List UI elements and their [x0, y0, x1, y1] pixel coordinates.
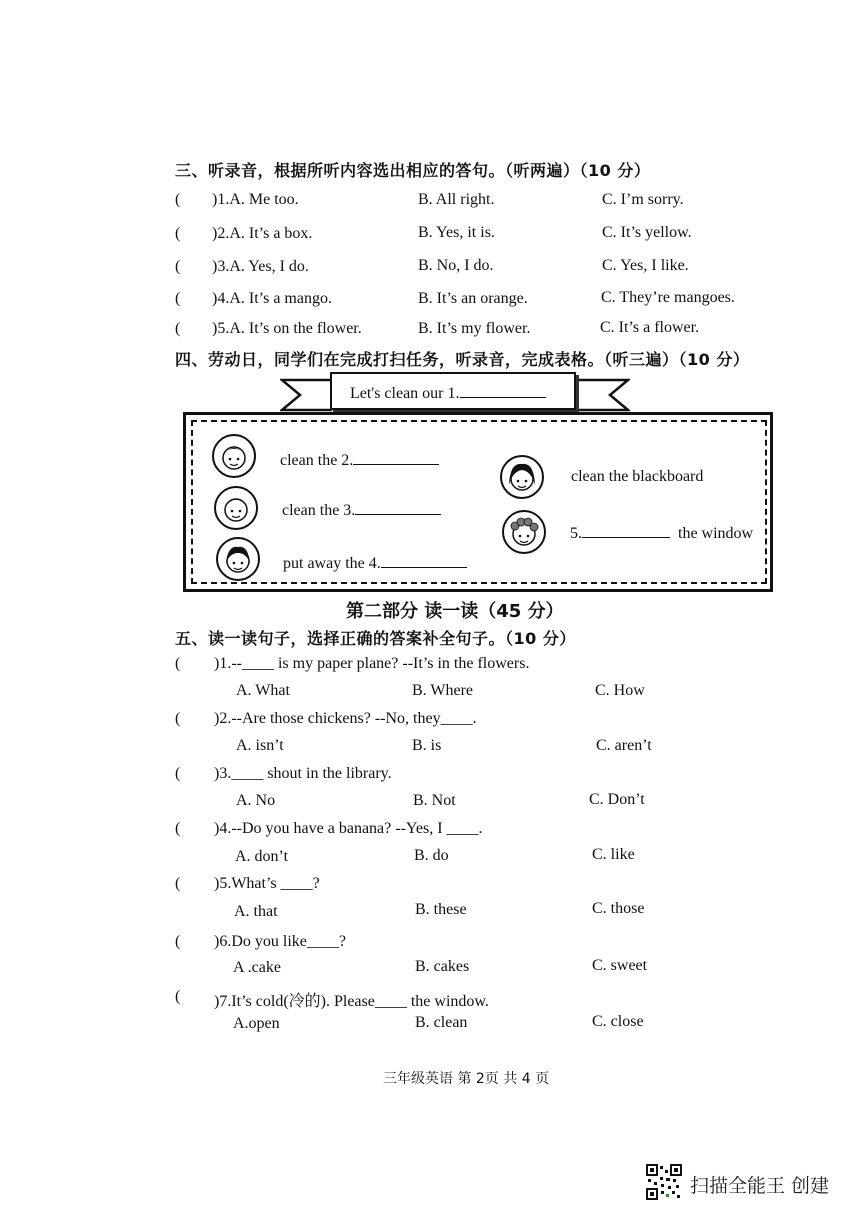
table-item-3-label: clean the 3. [282, 502, 356, 519]
part2-title: 第二部分 读一读（45 分） [346, 601, 564, 622]
q3-5-option-c: C. It’s a flower. [600, 319, 700, 336]
section3-heading: 三、听录音，根据所听内容选出相应的答句。（听两遍）（10 分） [175, 161, 651, 180]
q3-5-option-b: B. It’s my flower. [418, 320, 531, 337]
boy-avatar-icon [214, 486, 258, 530]
q5-7-option-a: A.open [233, 1015, 280, 1032]
table-item-5-prefix: 5. [570, 525, 582, 542]
table-item-5-suffix: the window [678, 525, 754, 542]
q5-1-option-b: B. Where [412, 682, 474, 699]
q5-6-option-b: B. cakes [415, 958, 470, 975]
table-item-4-label: put away the 4. [283, 555, 381, 572]
q5-6-option-c: C. sweet [592, 957, 648, 974]
q3-1-option-b: B. All right. [418, 191, 495, 208]
answer-paren: ( [175, 290, 181, 307]
answer-blank [355, 500, 441, 515]
table-item-3 [282, 500, 441, 520]
answer-blank [353, 450, 439, 465]
section5-heading: 五、读一读句子，选择正确的答案补全句子。（10 分） [175, 629, 576, 648]
answer-blank [460, 383, 546, 398]
q3-5-option-a: )5.A. It’s on the flower. [212, 320, 362, 337]
q3-2-option-a: )2.A. It’s a box. [212, 225, 313, 242]
banner-text [350, 383, 546, 403]
q3-4-option-b: B. It’s an orange. [418, 290, 528, 307]
q3-1-option-a: )1.A. Me too. [212, 191, 299, 208]
q5-7-option-c: C. close [592, 1013, 644, 1030]
answer-paren: ( [175, 933, 181, 950]
curly-hair-avatar-icon [502, 510, 546, 554]
q5-2-option-a: A. isn’t [236, 737, 284, 754]
answer-paren: ( [175, 191, 181, 208]
table-item-2 [280, 450, 439, 470]
q5-4-stem: )4.--Do you have a banana? --Yes, I ____. [214, 820, 483, 837]
page-footer: 三年级英语 第 2页 共 4 页 [383, 1071, 550, 1087]
q5-1-stem: )1.--____ is my paper plane? --It’s in the flowers. [214, 655, 530, 672]
q5-7-option-b: B. clean [415, 1014, 468, 1031]
q5-1-option-c: C. How [595, 682, 645, 699]
qr-code-icon [646, 1164, 682, 1200]
table-item-blackboard: clean the blackboard [571, 468, 704, 485]
q5-2-option-c: C. aren’t [596, 737, 652, 754]
girl-avatar-icon [216, 537, 260, 581]
answer-paren: ( [175, 225, 181, 242]
answer-paren: ( [175, 655, 181, 672]
banner-label: Let's clean our 1. [350, 385, 460, 402]
table-item-2-label: clean the 2. [280, 452, 354, 469]
q5-4-option-a: A. don’t [235, 848, 289, 865]
q3-1-option-c: C. I’m sorry. [602, 191, 684, 208]
q5-6-option-a: A .cake [233, 959, 281, 976]
answer-blank [582, 523, 670, 538]
q5-5-option-a: A. that [234, 903, 278, 920]
q5-5-stem: )5.What’s ____? [214, 875, 320, 892]
q5-6-stem: )6.Do you like____? [214, 933, 346, 950]
answer-paren: ( [175, 988, 181, 1005]
q5-1-option-a: A. What [236, 682, 290, 699]
task-banner [330, 372, 576, 410]
watermark-text: 扫描全能王 创建 [690, 1175, 830, 1197]
q5-5-option-b: B. these [415, 901, 467, 918]
q3-4-option-c: C. They’re mangoes. [601, 289, 735, 306]
q5-2-stem: )2.--Are those chickens? --No, they____. [214, 710, 477, 727]
q5-3-option-c: C. Don’t [589, 791, 645, 808]
q5-4-option-c: C. like [592, 846, 635, 863]
q5-3-stem: )3.____ shout in the library. [214, 765, 392, 782]
answer-paren: ( [175, 875, 181, 892]
answer-paren: ( [175, 765, 181, 782]
answer-paren: ( [175, 320, 181, 337]
q5-7-stem: )7.It’s cold(冷的). Please____ the window. [214, 993, 489, 1010]
ribbon-left-tail [280, 378, 336, 412]
table-item-5 [570, 523, 753, 543]
task-table-dashed-border [191, 420, 767, 584]
q3-3-option-b: B. No, I do. [418, 257, 494, 274]
boy-avatar-icon [212, 434, 256, 478]
answer-paren: ( [175, 820, 181, 837]
answer-paren: ( [175, 258, 181, 275]
girl-avatar-icon [500, 455, 544, 499]
q5-3-option-b: B. Not [413, 792, 456, 809]
q3-3-option-c: C. Yes, I like. [602, 257, 689, 274]
answer-blank [381, 553, 467, 568]
q5-3-option-a: A. No [236, 792, 276, 809]
q3-2-option-c: C. It’s yellow. [602, 224, 692, 241]
answer-paren: ( [175, 710, 181, 727]
q5-5-option-c: C. those [592, 900, 645, 917]
q3-4-option-a: )4.A. It’s a mango. [212, 290, 332, 307]
q3-3-option-a: )3.A. Yes, I do. [212, 258, 309, 275]
ribbon-right-tail [574, 378, 630, 412]
q5-4-option-b: B. do [414, 847, 449, 864]
q5-2-option-b: B. is [412, 737, 442, 754]
section4-heading: 四、劳动日，同学们在完成打扫任务，听录音，完成表格。（听三遍）（10 分） [175, 350, 750, 369]
q3-2-option-b: B. Yes, it is. [418, 224, 495, 241]
table-item-4 [283, 553, 467, 573]
